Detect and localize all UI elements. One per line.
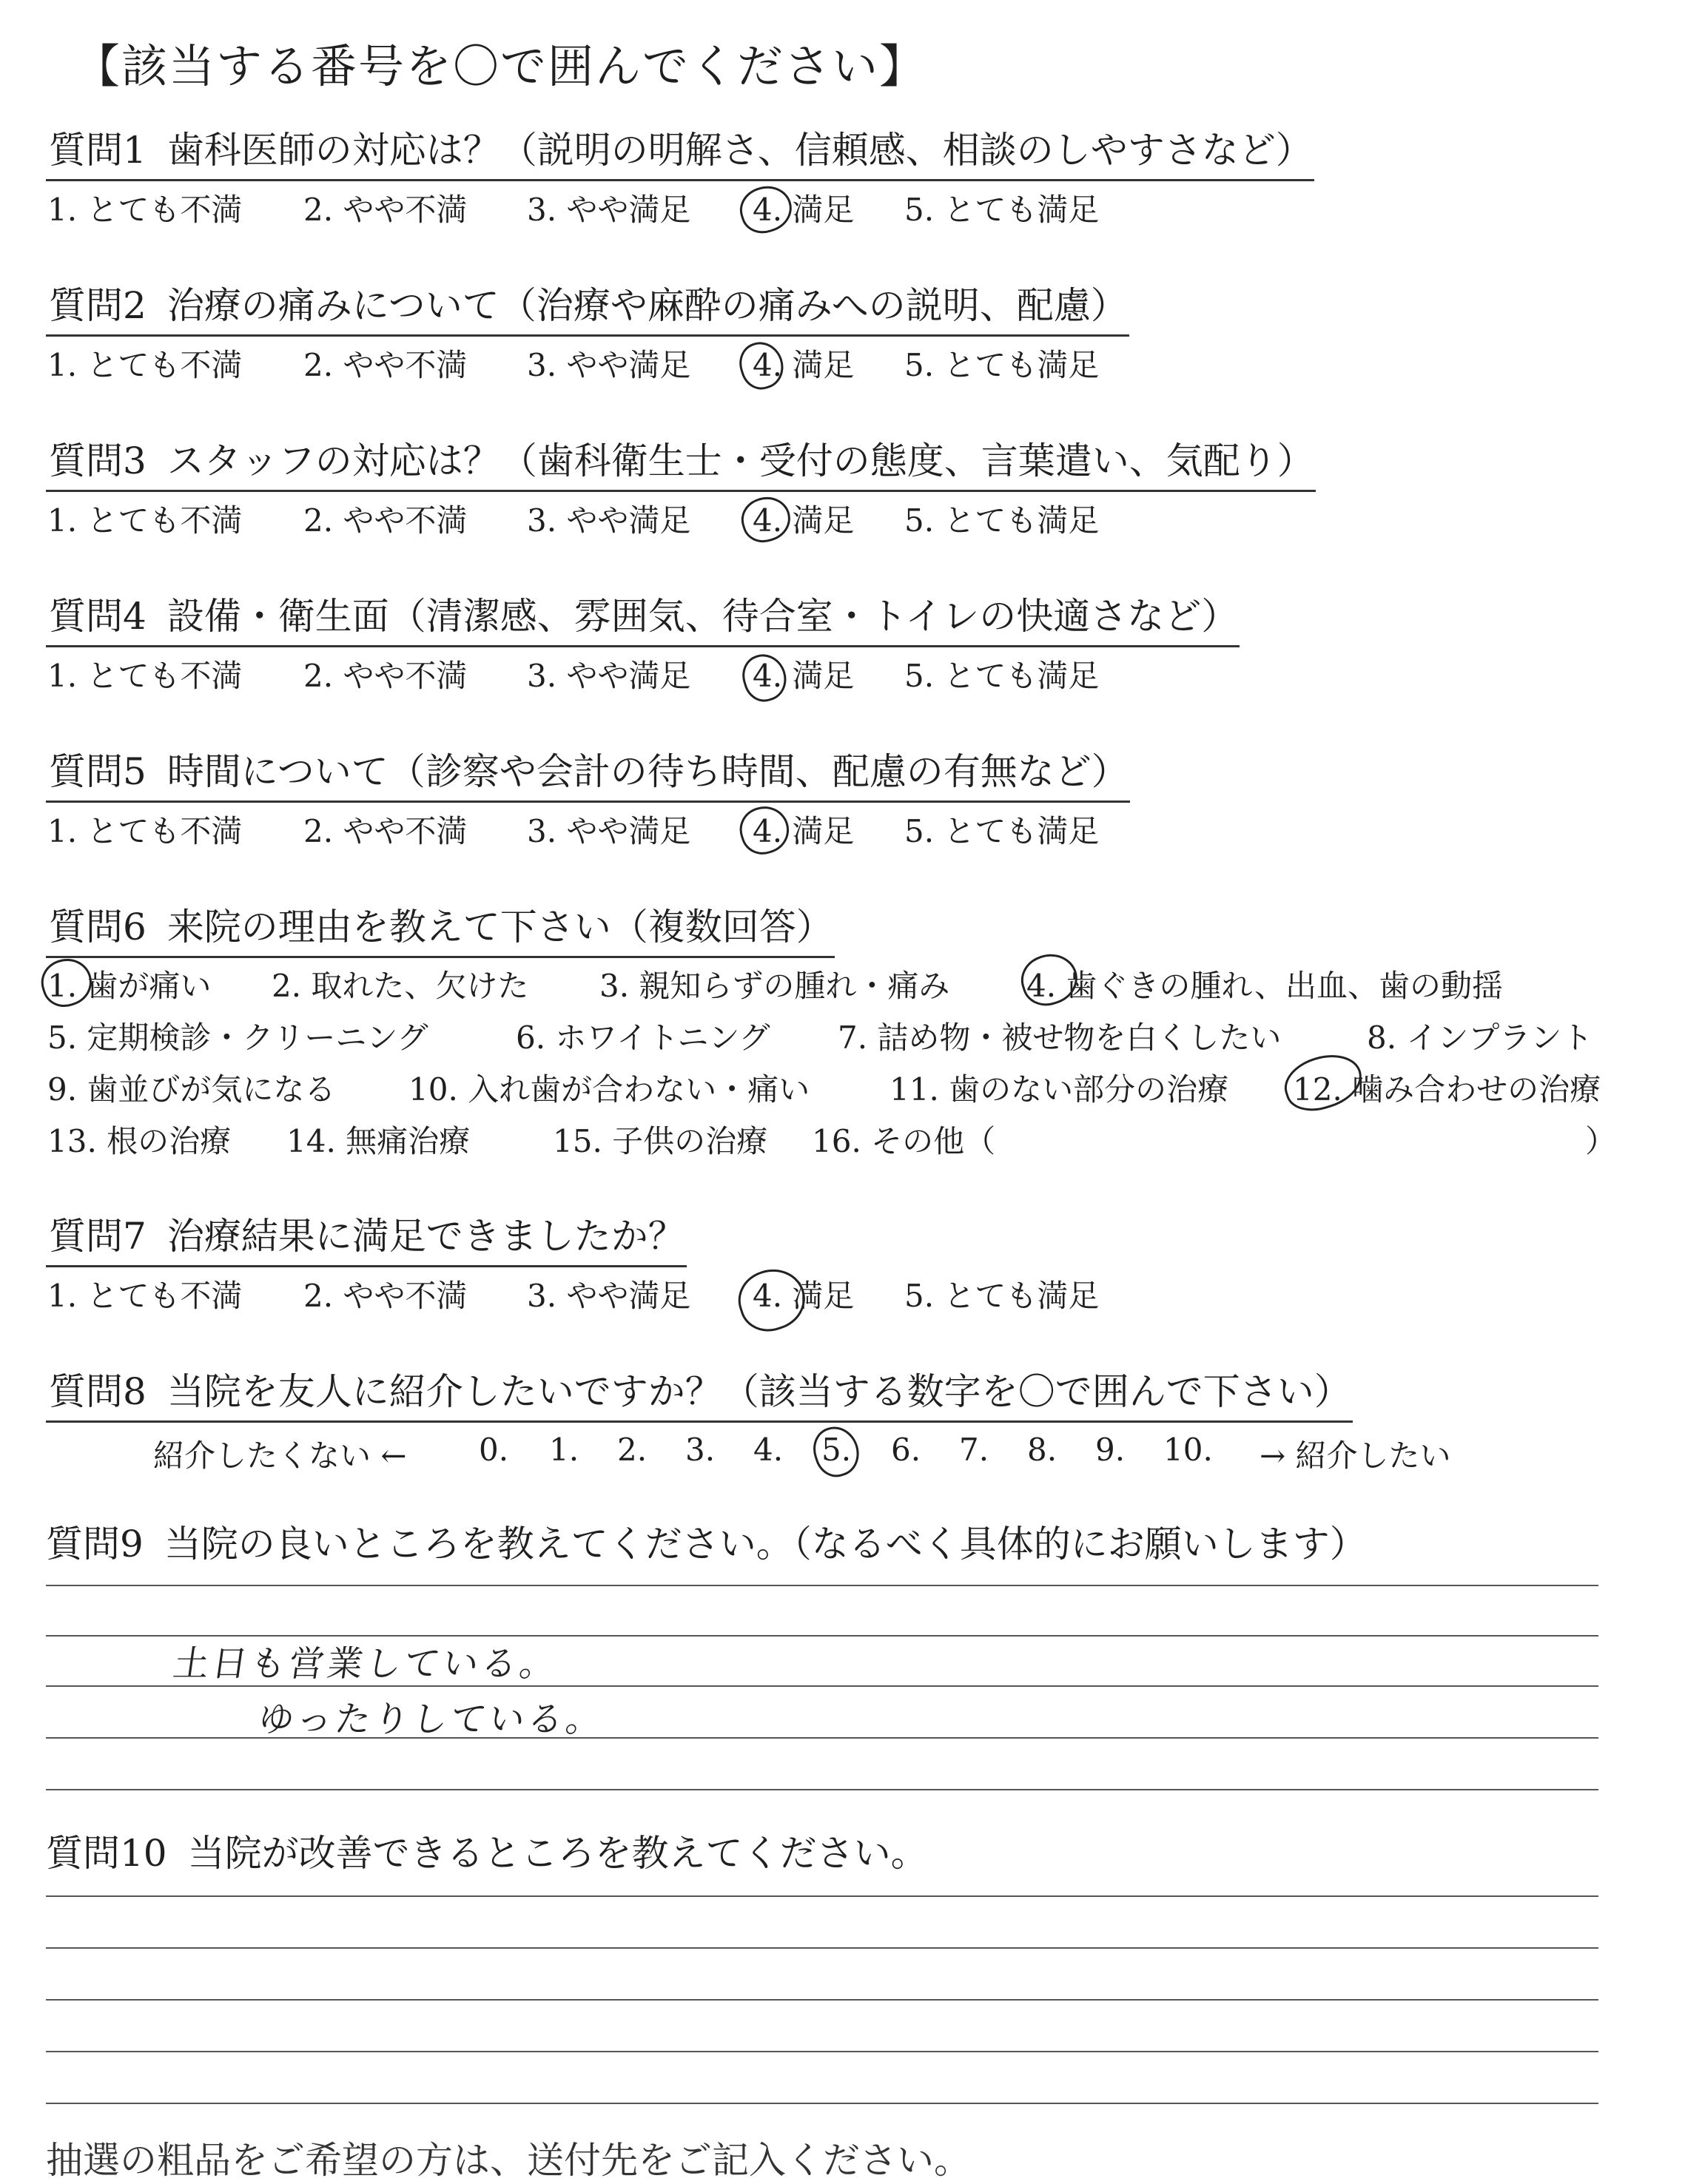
question-text: 来院の理由を教えて下さい（複数回答） (167, 906, 833, 948)
question-4 (46, 590, 1240, 696)
question-text: スタッフの対応は？（歯科衛生士・受付の態度、言葉遣い、気配り） (167, 439, 1314, 482)
option-2[interactable]: 2. やや不満 (303, 192, 468, 228)
question-number: 質問9 (46, 1523, 144, 1565)
question-3 (46, 435, 1316, 541)
score-9[interactable]: 9. (1095, 1432, 1126, 1468)
reason-option-4[interactable]: 4. 歯ぐきの腫れ、出血、歯の動揺 (1026, 968, 1503, 1004)
question-7-title (46, 1210, 687, 1267)
option-3[interactable]: 3. やや満足 (527, 192, 691, 228)
option-4[interactable]: 4. 満足 (753, 658, 855, 694)
question-text: 治療の痛みについて（治療や麻酔の痛みへの説明、配慮） (167, 284, 1128, 327)
question-8 (46, 1366, 1451, 1476)
reason-option-6[interactable]: 6. ホワイトニング (516, 1019, 770, 1056)
reason-option-16[interactable]: 16. その他（ (812, 1123, 996, 1159)
score-3[interactable]: 3. (685, 1432, 716, 1468)
question-10 (46, 1827, 928, 1879)
recommend-label: → 紹介したい (1260, 1438, 1451, 1474)
option-1[interactable]: 1. とても不満 (47, 502, 243, 539)
option-3[interactable]: 3. やや満足 (527, 1278, 691, 1314)
question-3-title (46, 435, 1316, 492)
reason-option-7[interactable]: 7. 詰め物・被せ物を白くしたい (838, 1019, 1282, 1056)
option-1[interactable]: 1. とても不満 (47, 813, 243, 849)
question-text: 歯科医師の対応は？（説明の明解さ、信頼感、相談のしやすさなど） (167, 129, 1313, 172)
question-5-title (46, 746, 1130, 803)
option-2[interactable]: 2. やや不満 (303, 347, 468, 383)
question-text: 当院が改善できるところを教えてください。 (187, 1832, 928, 1875)
answer-line (46, 1585, 1598, 1586)
option-1[interactable]: 1. とても不満 (47, 192, 243, 228)
recommend-scale (46, 1432, 1451, 1476)
answer-line (46, 2103, 1598, 2104)
not-recommend-label: 紹介したくない ← (153, 1438, 407, 1474)
score-1[interactable]: 1. (549, 1432, 579, 1468)
reason-option-15[interactable]: 15. 子供の治療 (553, 1123, 768, 1159)
option-5[interactable]: 5. とても満足 (904, 813, 1100, 849)
answer-line (46, 1895, 1598, 1897)
reason-option-12[interactable]: 12. 噛み合わせの治療 (1293, 1071, 1601, 1108)
option-1[interactable]: 1. とても不満 (47, 1278, 243, 1314)
answer-line (46, 2051, 1598, 2052)
instruction-header: 【該当する番号を〇で囲んでください】 (74, 39, 927, 93)
question-number: 質問8 (49, 1370, 147, 1413)
question-10-title (46, 1827, 928, 1879)
question-number: 質問7 (49, 1215, 147, 1258)
reason-option-2[interactable]: 2. 取れた、欠けた (272, 968, 529, 1004)
score-10[interactable]: 10. (1163, 1432, 1213, 1468)
other-close-paren: ） (1585, 1123, 1617, 1159)
footer-note: 抽選の粗品をご希望の方は、送付先をご記入ください。 (46, 2139, 971, 2182)
option-2[interactable]: 2. やや不満 (303, 813, 468, 849)
reason-option-1[interactable]: 1. 歯が痛い (47, 968, 212, 1004)
rating-scale (46, 1272, 1100, 1316)
answer-line (46, 1999, 1598, 2001)
rating-scale (46, 807, 1130, 852)
question-number: 質問4 (49, 595, 147, 638)
question-number: 質問10 (46, 1832, 167, 1875)
option-5[interactable]: 5. とても満足 (904, 347, 1100, 383)
question-6-title (46, 901, 835, 958)
rating-scale (46, 496, 1316, 541)
rating-scale (46, 652, 1240, 696)
reason-option-13[interactable]: 13. 根の治療 (47, 1123, 232, 1159)
option-2[interactable]: 2. やや不満 (303, 1278, 468, 1314)
score-2[interactable]: 2. (617, 1432, 648, 1468)
option-1[interactable]: 1. とても不満 (47, 658, 243, 694)
question-text: 設備・衛生面（清潔感、雰囲気、待合室・トイレの快適さなど） (167, 595, 1239, 638)
option-2[interactable]: 2. やや不満 (303, 658, 468, 694)
option-4[interactable]: 4. 満足 (753, 502, 855, 539)
question-9-title (46, 1518, 1367, 1570)
question-text: 治療結果に満足できましたか？ (167, 1215, 685, 1258)
question-1-title (46, 124, 1314, 181)
question-number: 質問6 (49, 906, 147, 948)
question-6 (46, 901, 835, 958)
reason-option-5[interactable]: 5. 定期検診・クリーニング (47, 1019, 428, 1056)
question-number: 質問1 (49, 129, 147, 172)
reason-option-8[interactable]: 8. インプラント (1367, 1019, 1593, 1056)
question-text: 当院の良いところを教えてください。（なるべく具体的にお願いします） (164, 1523, 1367, 1565)
question-9 (46, 1518, 1367, 1570)
question-text: 時間について（診察や会計の待ち時間、配慮の有無など） (167, 750, 1129, 793)
question-1 (46, 124, 1314, 230)
option-2[interactable]: 2. やや不満 (303, 502, 468, 539)
option-4[interactable]: 4. 満足 (753, 347, 855, 383)
reason-option-11[interactable]: 11. 歯のない部分の治療 (890, 1071, 1229, 1108)
option-3[interactable]: 3. やや満足 (527, 658, 691, 694)
answer-line (46, 1947, 1598, 1949)
question-number: 質問2 (49, 284, 147, 327)
question-5 (46, 746, 1130, 852)
reason-option-3[interactable]: 3. 親知らずの腫れ・痛み (599, 968, 950, 1004)
question-number: 質問5 (49, 750, 147, 793)
score-8[interactable]: 8. (1027, 1432, 1057, 1468)
question-4-title (46, 590, 1240, 647)
option-1[interactable]: 1. とても不満 (47, 347, 243, 383)
option-4[interactable]: 4. 満足 (753, 1278, 855, 1314)
reason-option-14[interactable]: 14. 無痛治療 (286, 1123, 471, 1159)
rating-scale (46, 186, 1314, 230)
question-8-title (46, 1366, 1353, 1423)
option-4[interactable]: 4. 満足 (753, 192, 855, 228)
handwritten-answer-2[interactable]: ゆったりしている。 (255, 1699, 608, 1740)
option-5[interactable]: 5. とても満足 (904, 1278, 1100, 1314)
question-7 (46, 1210, 1100, 1316)
score-0[interactable]: 0. (479, 1432, 509, 1468)
reason-option-9[interactable]: 9. 歯並びが気になる (47, 1071, 336, 1108)
question-number: 質問3 (49, 439, 147, 482)
score-4[interactable]: 4. (753, 1432, 784, 1468)
option-5[interactable]: 5. とても満足 (904, 502, 1100, 539)
score-6[interactable]: 6. (891, 1432, 921, 1468)
answer-line (46, 1789, 1598, 1790)
handwritten-answer-1[interactable]: 土日も営業している。 (170, 1643, 562, 1685)
rating-scale (46, 341, 1129, 385)
reason-option-10[interactable]: 10. 入れ歯が合わない・痛い (408, 1071, 810, 1108)
option-3[interactable]: 3. やや満足 (527, 502, 691, 539)
question-2 (46, 280, 1129, 385)
option-3[interactable]: 3. やや満足 (527, 347, 691, 383)
option-5[interactable]: 5. とても満足 (904, 658, 1100, 694)
option-5[interactable]: 5. とても満足 (904, 192, 1100, 228)
option-4[interactable]: 4. 満足 (753, 813, 855, 849)
score-7[interactable]: 7. (959, 1432, 989, 1468)
question-text: 当院を友人に紹介したいですか？（該当する数字を〇で囲んで下さい） (167, 1370, 1351, 1413)
question-2-title (46, 280, 1129, 337)
score-5[interactable]: 5. (821, 1432, 852, 1468)
option-3[interactable]: 3. やや満足 (527, 813, 691, 849)
